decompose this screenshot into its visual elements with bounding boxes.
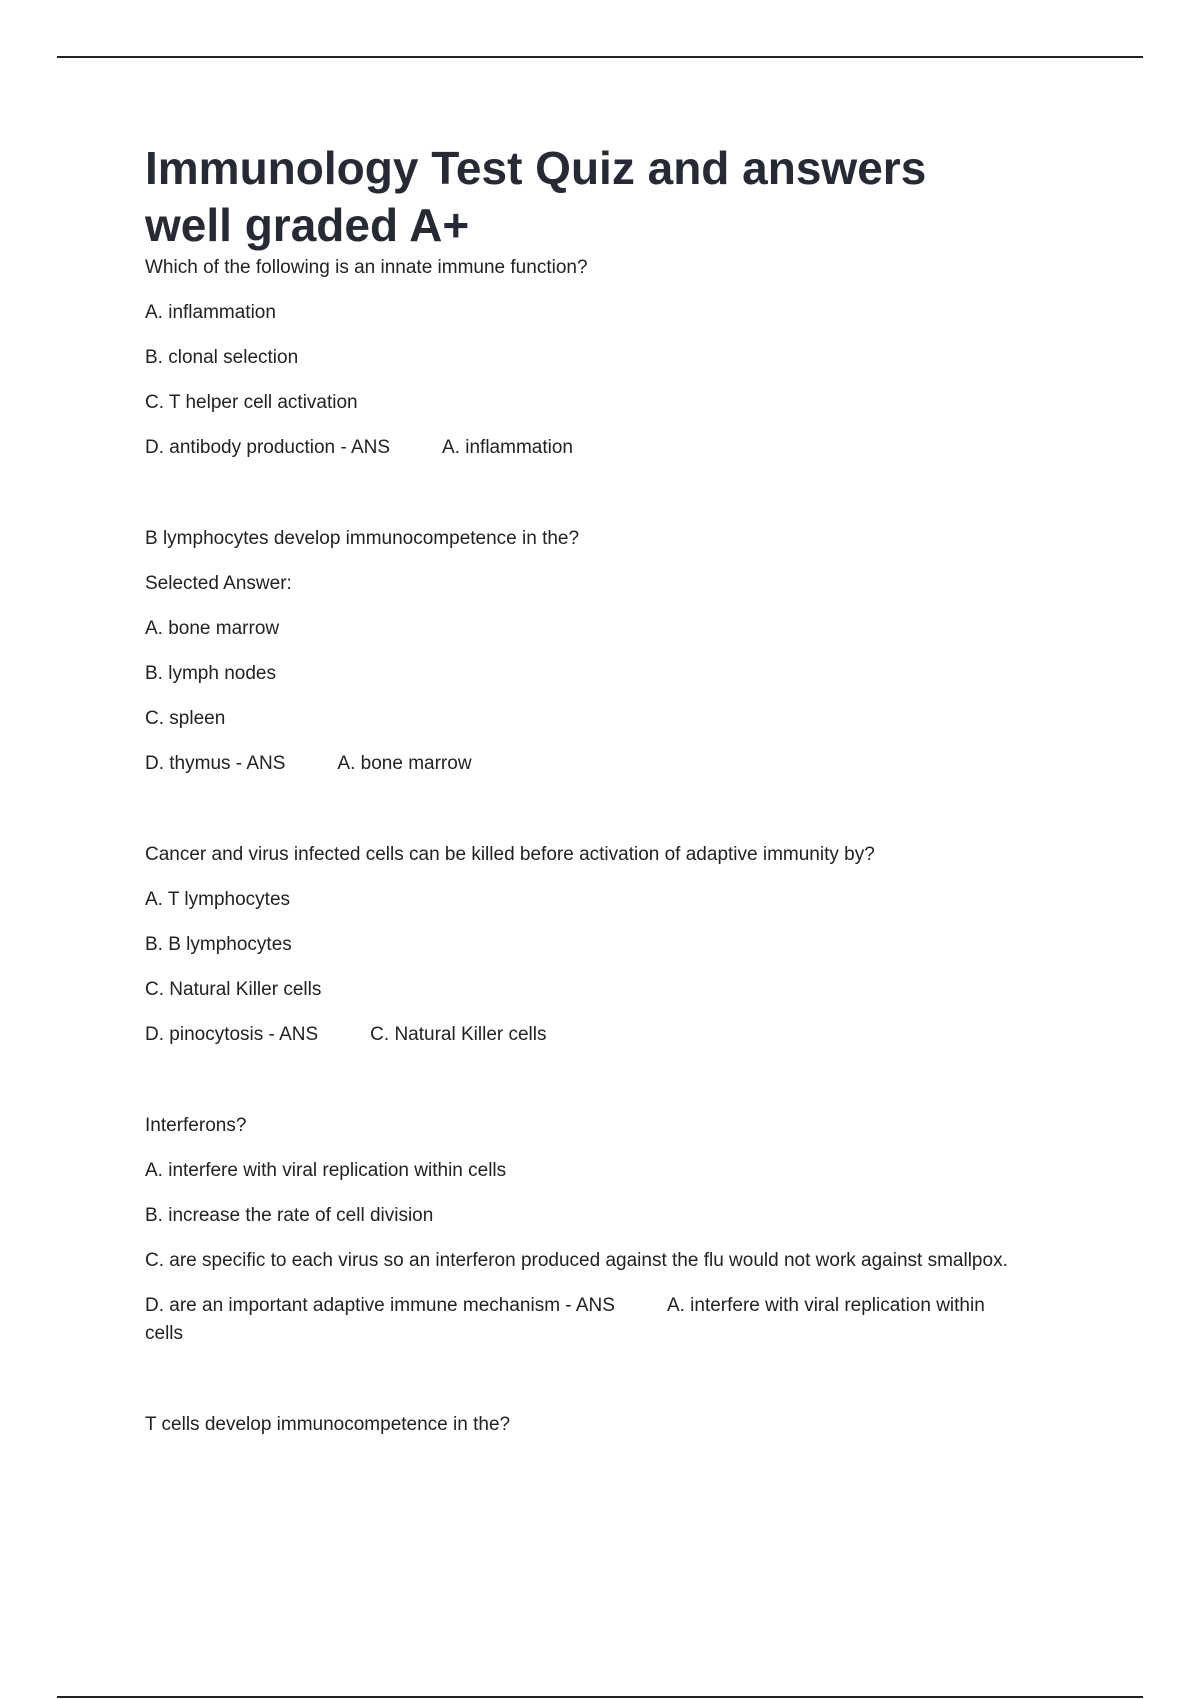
answer-text: A. interfere with viral replication within cells [145,1295,985,1344]
question-text: T cells develop immunocompetence in the? [145,1414,511,1435]
bottom-rule [57,1696,1143,1698]
option-text: B. clonal selection [145,347,299,368]
option-text: C. T helper cell activation [145,392,358,413]
spacer [145,1066,1025,1112]
question-block [145,841,1025,1049]
document-body [145,140,1025,1456]
spacer [145,795,1025,841]
option-text: C. are specific to each virus so an interferon produced against the flu would not work against smallpox. [145,1250,1008,1271]
question-block [145,1112,1025,1348]
spacer [145,1365,1025,1411]
last-option-text: D. pinocytosis - ANS [145,1024,319,1045]
option-text: B. lymph nodes [145,663,276,684]
question-text: B lymphocytes develop immunocompetence in the? [145,528,580,549]
document-title: Immunology Test Quiz and answers well graded A+ [145,142,927,251]
last-option-text: D. thymus - ANS [145,753,286,774]
spacer [145,479,1025,525]
answer-line [145,750,1025,778]
option-text: C. spleen [145,708,226,729]
option-text: B. increase the rate of cell division [145,1205,434,1226]
selected-answer-label: Selected Answer: [145,573,292,594]
option-text: A. inflammation [145,302,276,323]
answer-line [145,1292,1025,1348]
option-text: A. T lymphocytes [145,889,291,910]
option-text: B. B lymphocytes [145,934,292,955]
answer-line [145,1021,1025,1049]
option-text: C. Natural Killer cells [145,979,322,1000]
last-option-text: D. antibody production - ANS [145,437,391,458]
question-block [145,1411,1025,1439]
answer-text: A. inflammation [442,437,573,458]
question-text: Cancer and virus infected cells can be killed before activation of adaptive immunity by? [145,844,875,865]
answer-text: C. Natural Killer cells [370,1024,547,1045]
option-text: A. bone marrow [145,618,280,639]
question-block [145,525,1025,778]
answer-text: A. bone marrow [337,753,472,774]
last-option-text: D. are an important adaptive immune mechanism - ANS [145,1295,615,1316]
answer-line [145,434,1025,462]
question-block [145,254,1025,462]
question-text: Which of the following is an innate immune function? [145,257,588,278]
question-text: Interferons? [145,1115,247,1136]
top-rule [57,56,1143,58]
option-text: A. interfere with viral replication within cells [145,1160,507,1181]
